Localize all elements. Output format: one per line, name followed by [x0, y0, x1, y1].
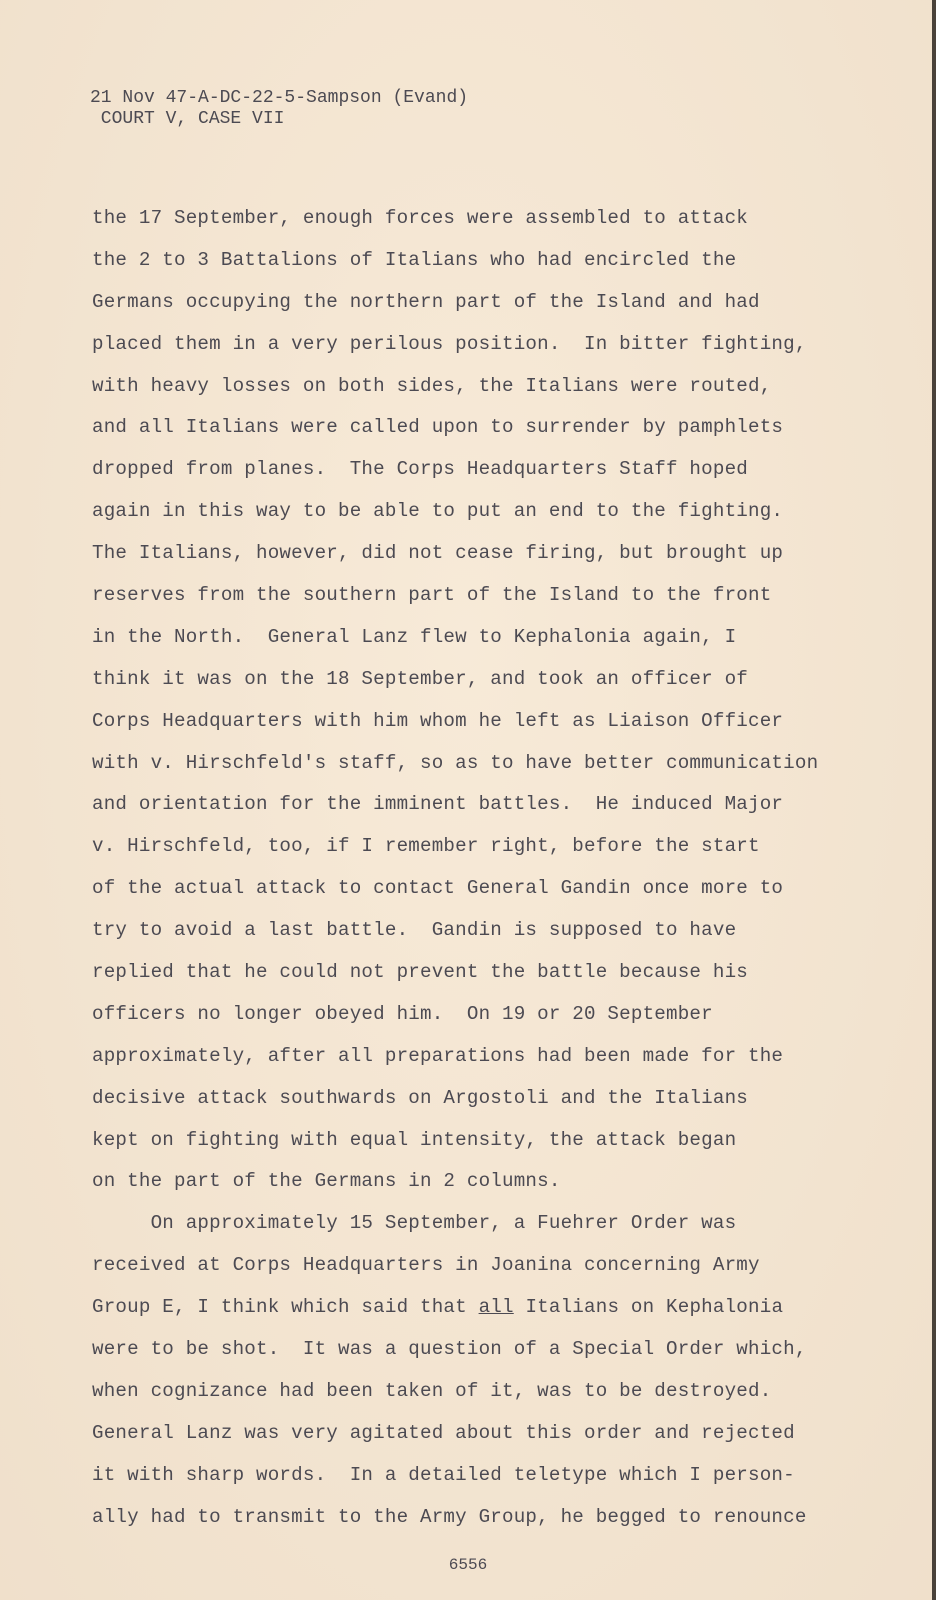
text-line: with v. Hirschfeld's staff, so as to have better communication	[92, 751, 819, 774]
text-segment: Group E, I think which said that	[92, 1296, 479, 1319]
text-line: General Lanz was very agitated about this order and rejected	[92, 1421, 795, 1444]
text-line: The Italians, however, did not cease firing, but brought up	[92, 542, 784, 565]
text-line: reserves from the southern part of the Island to the front	[92, 584, 772, 607]
text-line: decisive attack southwards on Argostoli and the Italians	[92, 1086, 749, 1109]
text-line: kept on fighting with equal intensity, the attack began	[92, 1128, 737, 1151]
text-line: and orientation for the imminent battles. He induced Major	[92, 793, 784, 816]
text-segment: Italians on Kephalonia	[513, 1296, 784, 1319]
text-line: dropped from planes. The Corps Headquarters Staff hoped	[92, 458, 749, 481]
testimony-text	[92, 206, 892, 1547]
text-line: received at Corps Headquarters in Joanina concerning Army	[92, 1254, 760, 1277]
document-header	[90, 88, 468, 130]
text-line: v. Hirschfeld, too, if I remember right, before the start	[92, 835, 760, 858]
text-line: were to be shot. It was a question of a Special Order which,	[92, 1338, 807, 1361]
text-line: approximately, after all preparations had been made for the	[92, 1044, 784, 1067]
text-line: and all Italians were called upon to surrender by pamphlets	[92, 416, 784, 439]
paragraph-start-line: On approximately 15 September, a Fuehrer Order was	[92, 1212, 737, 1235]
text-line: the 2 to 3 Battalions of Italians who had encircled the	[92, 248, 737, 271]
text-line: of the actual attack to contact General Gandin once more to	[92, 877, 784, 900]
text-line: the 17 September, enough forces were assembled to attack	[92, 207, 749, 229]
header-court-case-line: COURT V, CASE VII	[90, 109, 285, 129]
text-line: ally had to transmit to the Army Group, he begged to renounce	[92, 1505, 807, 1528]
text-line: officers no longer obeyed him. On 19 or 20 September	[92, 1002, 713, 1025]
underlined-word: all	[478, 1296, 514, 1319]
text-line: Corps Headquarters with him whom he left as Liaison Officer	[92, 709, 784, 732]
page-number: 6556	[448, 1556, 488, 1574]
text-line: with heavy losses on both sides, the Italians were routed,	[92, 374, 772, 397]
text-line: when cognizance had been taken of it, was to be destroyed.	[92, 1379, 772, 1402]
text-line: replied that he could not prevent the battle because his	[92, 961, 749, 984]
header-reference-line: 21 Nov 47-A-DC-22-5-Sampson (Evand)	[90, 88, 469, 108]
text-line: again in this way to be able to put an end to the fighting.	[92, 500, 784, 523]
text-line: it with sharp words. In a detailed teletype which I person-	[92, 1463, 795, 1486]
text-line: Germans occupying the northern part of the Island and had	[92, 290, 760, 313]
text-line: placed them in a very perilous position. In bitter fighting,	[92, 332, 807, 355]
text-line: try to avoid a last battle. Gandin is supposed to have	[92, 919, 737, 942]
text-line: on the part of the Germans in 2 columns.	[92, 1170, 561, 1193]
text-line: think it was on the 18 September, and took an officer of	[92, 667, 749, 690]
text-line: in the North. General Lanz flew to Kephalonia again, I	[92, 625, 737, 648]
text-line-with-emphasis	[92, 1295, 892, 1337]
